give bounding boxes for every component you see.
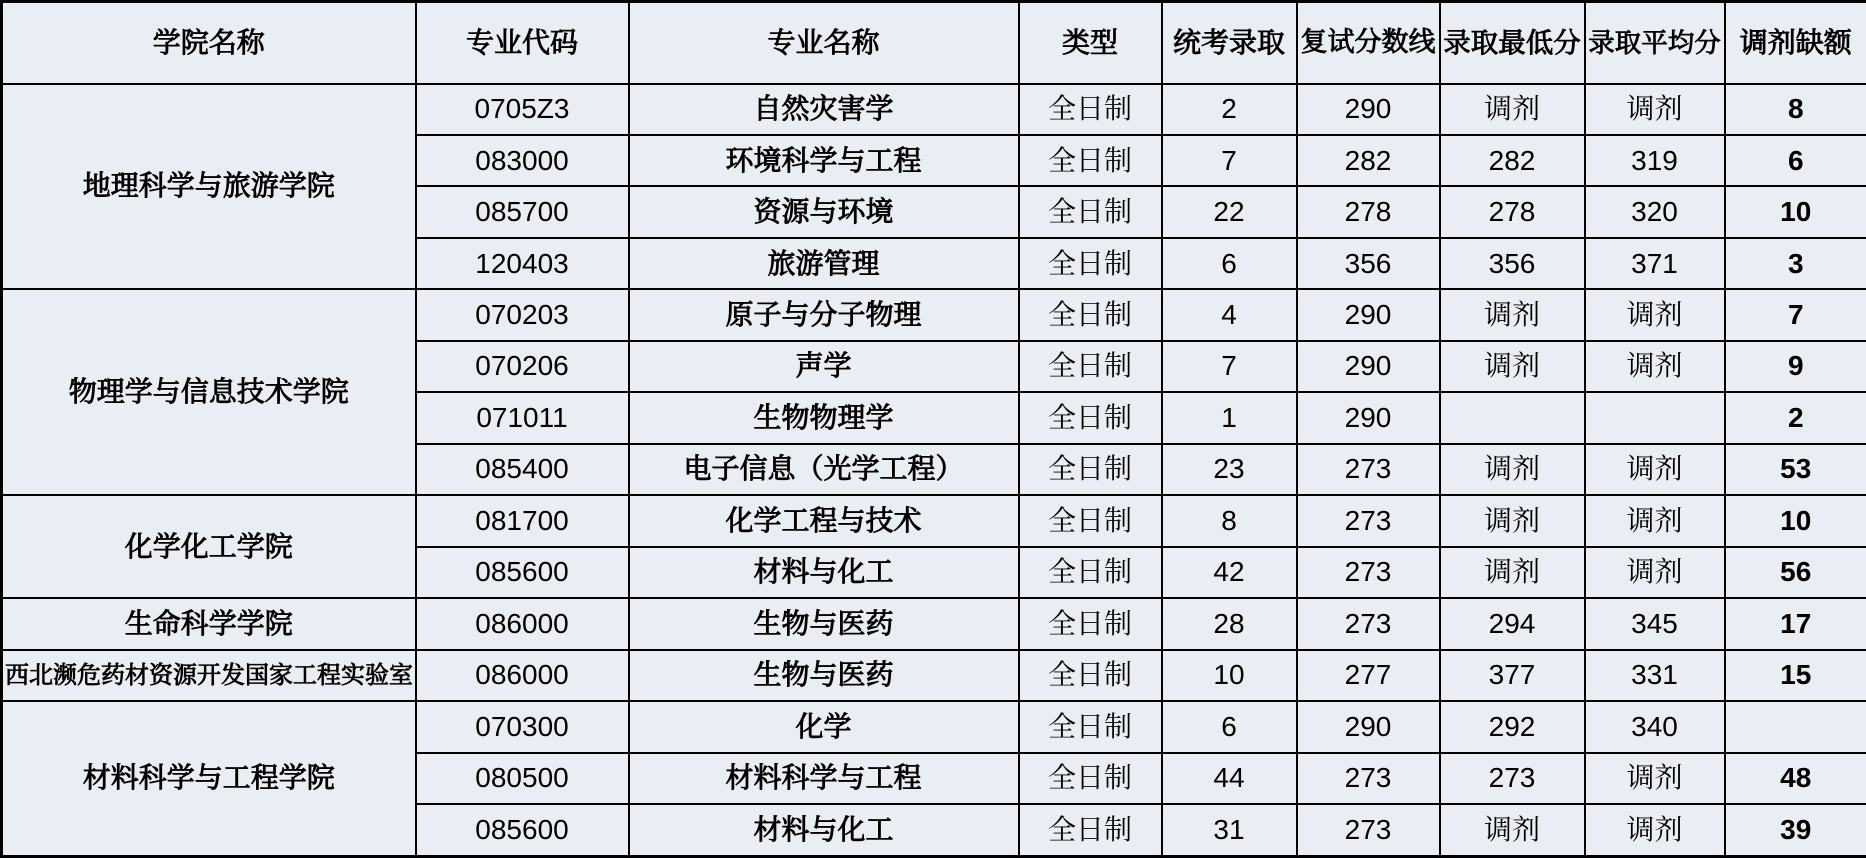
major-code-cell: 071011 — [416, 392, 629, 443]
retest-score-line-cell: 290 — [1297, 341, 1440, 392]
major-name-cell: 化学 — [629, 701, 1019, 752]
min-score-cell: 调剂 — [1440, 84, 1585, 135]
admitted-count-cell: 10 — [1162, 650, 1297, 701]
major-name-cell: 电子信息（光学工程） — [629, 444, 1019, 495]
major-code-cell: 0705Z3 — [416, 84, 629, 135]
admitted-count-cell: 6 — [1162, 238, 1297, 289]
admitted-count-cell: 23 — [1162, 444, 1297, 495]
major-name-cell: 材料与化工 — [629, 804, 1019, 856]
vacancy-cell — [1725, 701, 1866, 752]
major-name-cell: 自然灾害学 — [629, 84, 1019, 135]
major-name-cell: 材料科学与工程 — [629, 753, 1019, 804]
retest-score-line-cell: 277 — [1297, 650, 1440, 701]
header-retest-score-line: 复试分数线 — [1297, 2, 1440, 84]
admitted-count-cell: 4 — [1162, 289, 1297, 340]
type-cell: 全日制 — [1019, 341, 1162, 392]
type-cell: 全日制 — [1019, 84, 1162, 135]
min-score-cell: 282 — [1440, 135, 1585, 186]
college-name-cell: 化学化工学院 — [2, 495, 416, 598]
retest-score-line-cell: 290 — [1297, 84, 1440, 135]
min-score-cell: 356 — [1440, 238, 1585, 289]
major-code-cell: 070206 — [416, 341, 629, 392]
major-code-cell: 085600 — [416, 547, 629, 598]
type-cell: 全日制 — [1019, 135, 1162, 186]
college-name-cell: 物理学与信息技术学院 — [2, 289, 416, 495]
avg-score-cell: 调剂 — [1585, 495, 1725, 546]
major-code-cell: 085600 — [416, 804, 629, 856]
admitted-count-cell: 22 — [1162, 186, 1297, 237]
vacancy-cell: 56 — [1725, 547, 1866, 598]
retest-score-line-cell: 278 — [1297, 186, 1440, 237]
retest-score-line-cell: 290 — [1297, 701, 1440, 752]
major-name-cell: 生物物理学 — [629, 392, 1019, 443]
type-cell: 全日制 — [1019, 289, 1162, 340]
avg-score-cell: 调剂 — [1585, 804, 1725, 856]
vacancy-cell: 2 — [1725, 392, 1866, 443]
admitted-count-cell: 28 — [1162, 598, 1297, 649]
admitted-count-cell: 2 — [1162, 84, 1297, 135]
admitted-count-cell: 42 — [1162, 547, 1297, 598]
admitted-count-cell: 7 — [1162, 341, 1297, 392]
avg-score-cell: 331 — [1585, 650, 1725, 701]
header-major-code: 专业代码 — [416, 2, 629, 84]
type-cell: 全日制 — [1019, 238, 1162, 289]
type-cell: 全日制 — [1019, 444, 1162, 495]
type-cell: 全日制 — [1019, 598, 1162, 649]
avg-score-cell: 调剂 — [1585, 289, 1725, 340]
admitted-count-cell: 7 — [1162, 135, 1297, 186]
avg-score-cell: 调剂 — [1585, 547, 1725, 598]
vacancy-cell: 7 — [1725, 289, 1866, 340]
vacancy-cell: 15 — [1725, 650, 1866, 701]
retest-score-line-cell: 273 — [1297, 495, 1440, 546]
table-row — [2, 650, 1866, 701]
min-score-cell: 273 — [1440, 753, 1585, 804]
vacancy-cell: 9 — [1725, 341, 1866, 392]
major-name-cell: 环境科学与工程 — [629, 135, 1019, 186]
vacancy-cell: 8 — [1725, 84, 1866, 135]
major-code-cell: 085400 — [416, 444, 629, 495]
min-score-cell: 292 — [1440, 701, 1585, 752]
vacancy-cell: 3 — [1725, 238, 1866, 289]
retest-score-line-cell: 273 — [1297, 547, 1440, 598]
retest-score-line-cell: 290 — [1297, 392, 1440, 443]
table-row — [2, 289, 1866, 340]
type-cell: 全日制 — [1019, 650, 1162, 701]
header-min-admit-score: 录取最低分 — [1440, 2, 1585, 84]
min-score-cell: 调剂 — [1440, 444, 1585, 495]
college-name-cell: 生命科学学院 — [2, 598, 416, 649]
avg-score-cell — [1585, 392, 1725, 443]
type-cell: 全日制 — [1019, 495, 1162, 546]
major-code-cell: 080500 — [416, 753, 629, 804]
major-name-cell: 化学工程与技术 — [629, 495, 1019, 546]
vacancy-cell: 39 — [1725, 804, 1866, 856]
major-name-cell: 原子与分子物理 — [629, 289, 1019, 340]
vacancy-cell: 10 — [1725, 186, 1866, 237]
type-cell: 全日制 — [1019, 547, 1162, 598]
vacancy-cell: 17 — [1725, 598, 1866, 649]
avg-score-cell: 345 — [1585, 598, 1725, 649]
college-name-cell: 材料科学与工程学院 — [2, 701, 416, 856]
type-cell: 全日制 — [1019, 753, 1162, 804]
retest-score-line-cell: 273 — [1297, 804, 1440, 856]
min-score-cell: 调剂 — [1440, 289, 1585, 340]
header-college-name: 学院名称 — [2, 2, 416, 84]
table-row — [2, 495, 1866, 546]
min-score-cell: 调剂 — [1440, 495, 1585, 546]
retest-score-line-cell: 356 — [1297, 238, 1440, 289]
admitted-count-cell: 8 — [1162, 495, 1297, 546]
header-adjustment-vacancy: 调剂缺额 — [1725, 2, 1866, 84]
major-code-cell: 081700 — [416, 495, 629, 546]
major-name-cell: 生物与医药 — [629, 598, 1019, 649]
vacancy-cell: 48 — [1725, 753, 1866, 804]
header-type: 类型 — [1019, 2, 1162, 84]
admitted-count-cell: 6 — [1162, 701, 1297, 752]
major-code-cell: 086000 — [416, 598, 629, 649]
header-avg-admit-score: 录取平均分 — [1585, 2, 1725, 84]
avg-score-cell: 371 — [1585, 238, 1725, 289]
college-name-cell: 地理科学与旅游学院 — [2, 84, 416, 290]
avg-score-cell: 调剂 — [1585, 753, 1725, 804]
major-code-cell: 086000 — [416, 650, 629, 701]
avg-score-cell: 319 — [1585, 135, 1725, 186]
table-row — [2, 701, 1866, 752]
avg-score-cell: 调剂 — [1585, 444, 1725, 495]
retest-score-line-cell: 273 — [1297, 753, 1440, 804]
header-major-name: 专业名称 — [629, 2, 1019, 84]
major-name-cell: 生物与医药 — [629, 650, 1019, 701]
major-name-cell: 资源与环境 — [629, 186, 1019, 237]
min-score-cell: 调剂 — [1440, 547, 1585, 598]
type-cell: 全日制 — [1019, 186, 1162, 237]
type-cell: 全日制 — [1019, 701, 1162, 752]
min-score-cell: 调剂 — [1440, 804, 1585, 856]
type-cell: 全日制 — [1019, 804, 1162, 856]
admitted-count-cell: 44 — [1162, 753, 1297, 804]
retest-score-line-cell: 290 — [1297, 289, 1440, 340]
min-score-cell: 294 — [1440, 598, 1585, 649]
avg-score-cell: 调剂 — [1585, 341, 1725, 392]
min-score-cell: 调剂 — [1440, 341, 1585, 392]
retest-score-line-cell: 273 — [1297, 598, 1440, 649]
avg-score-cell: 调剂 — [1585, 84, 1725, 135]
major-code-cell: 085700 — [416, 186, 629, 237]
major-code-cell: 120403 — [416, 238, 629, 289]
min-score-cell — [1440, 392, 1585, 443]
type-cell: 全日制 — [1019, 392, 1162, 443]
major-name-cell: 声学 — [629, 341, 1019, 392]
header-row — [2, 2, 1866, 84]
min-score-cell: 278 — [1440, 186, 1585, 237]
college-name-cell: 西北濒危药材资源开发国家工程实验室 — [2, 650, 416, 701]
table-row — [2, 598, 1866, 649]
vacancy-cell: 10 — [1725, 495, 1866, 546]
table-row — [2, 84, 1866, 135]
min-score-cell: 377 — [1440, 650, 1585, 701]
avg-score-cell: 320 — [1585, 186, 1725, 237]
vacancy-cell: 53 — [1725, 444, 1866, 495]
major-name-cell: 材料与化工 — [629, 547, 1019, 598]
avg-score-cell: 340 — [1585, 701, 1725, 752]
major-code-cell: 083000 — [416, 135, 629, 186]
major-name-cell: 旅游管理 — [629, 238, 1019, 289]
admitted-count-cell: 1 — [1162, 392, 1297, 443]
vacancy-cell: 6 — [1725, 135, 1866, 186]
retest-score-line-cell: 282 — [1297, 135, 1440, 186]
major-code-cell: 070203 — [416, 289, 629, 340]
retest-score-line-cell: 273 — [1297, 444, 1440, 495]
admitted-count-cell: 31 — [1162, 804, 1297, 856]
major-code-cell: 070300 — [416, 701, 629, 752]
header-unified-admission: 统考录取 — [1162, 2, 1297, 84]
